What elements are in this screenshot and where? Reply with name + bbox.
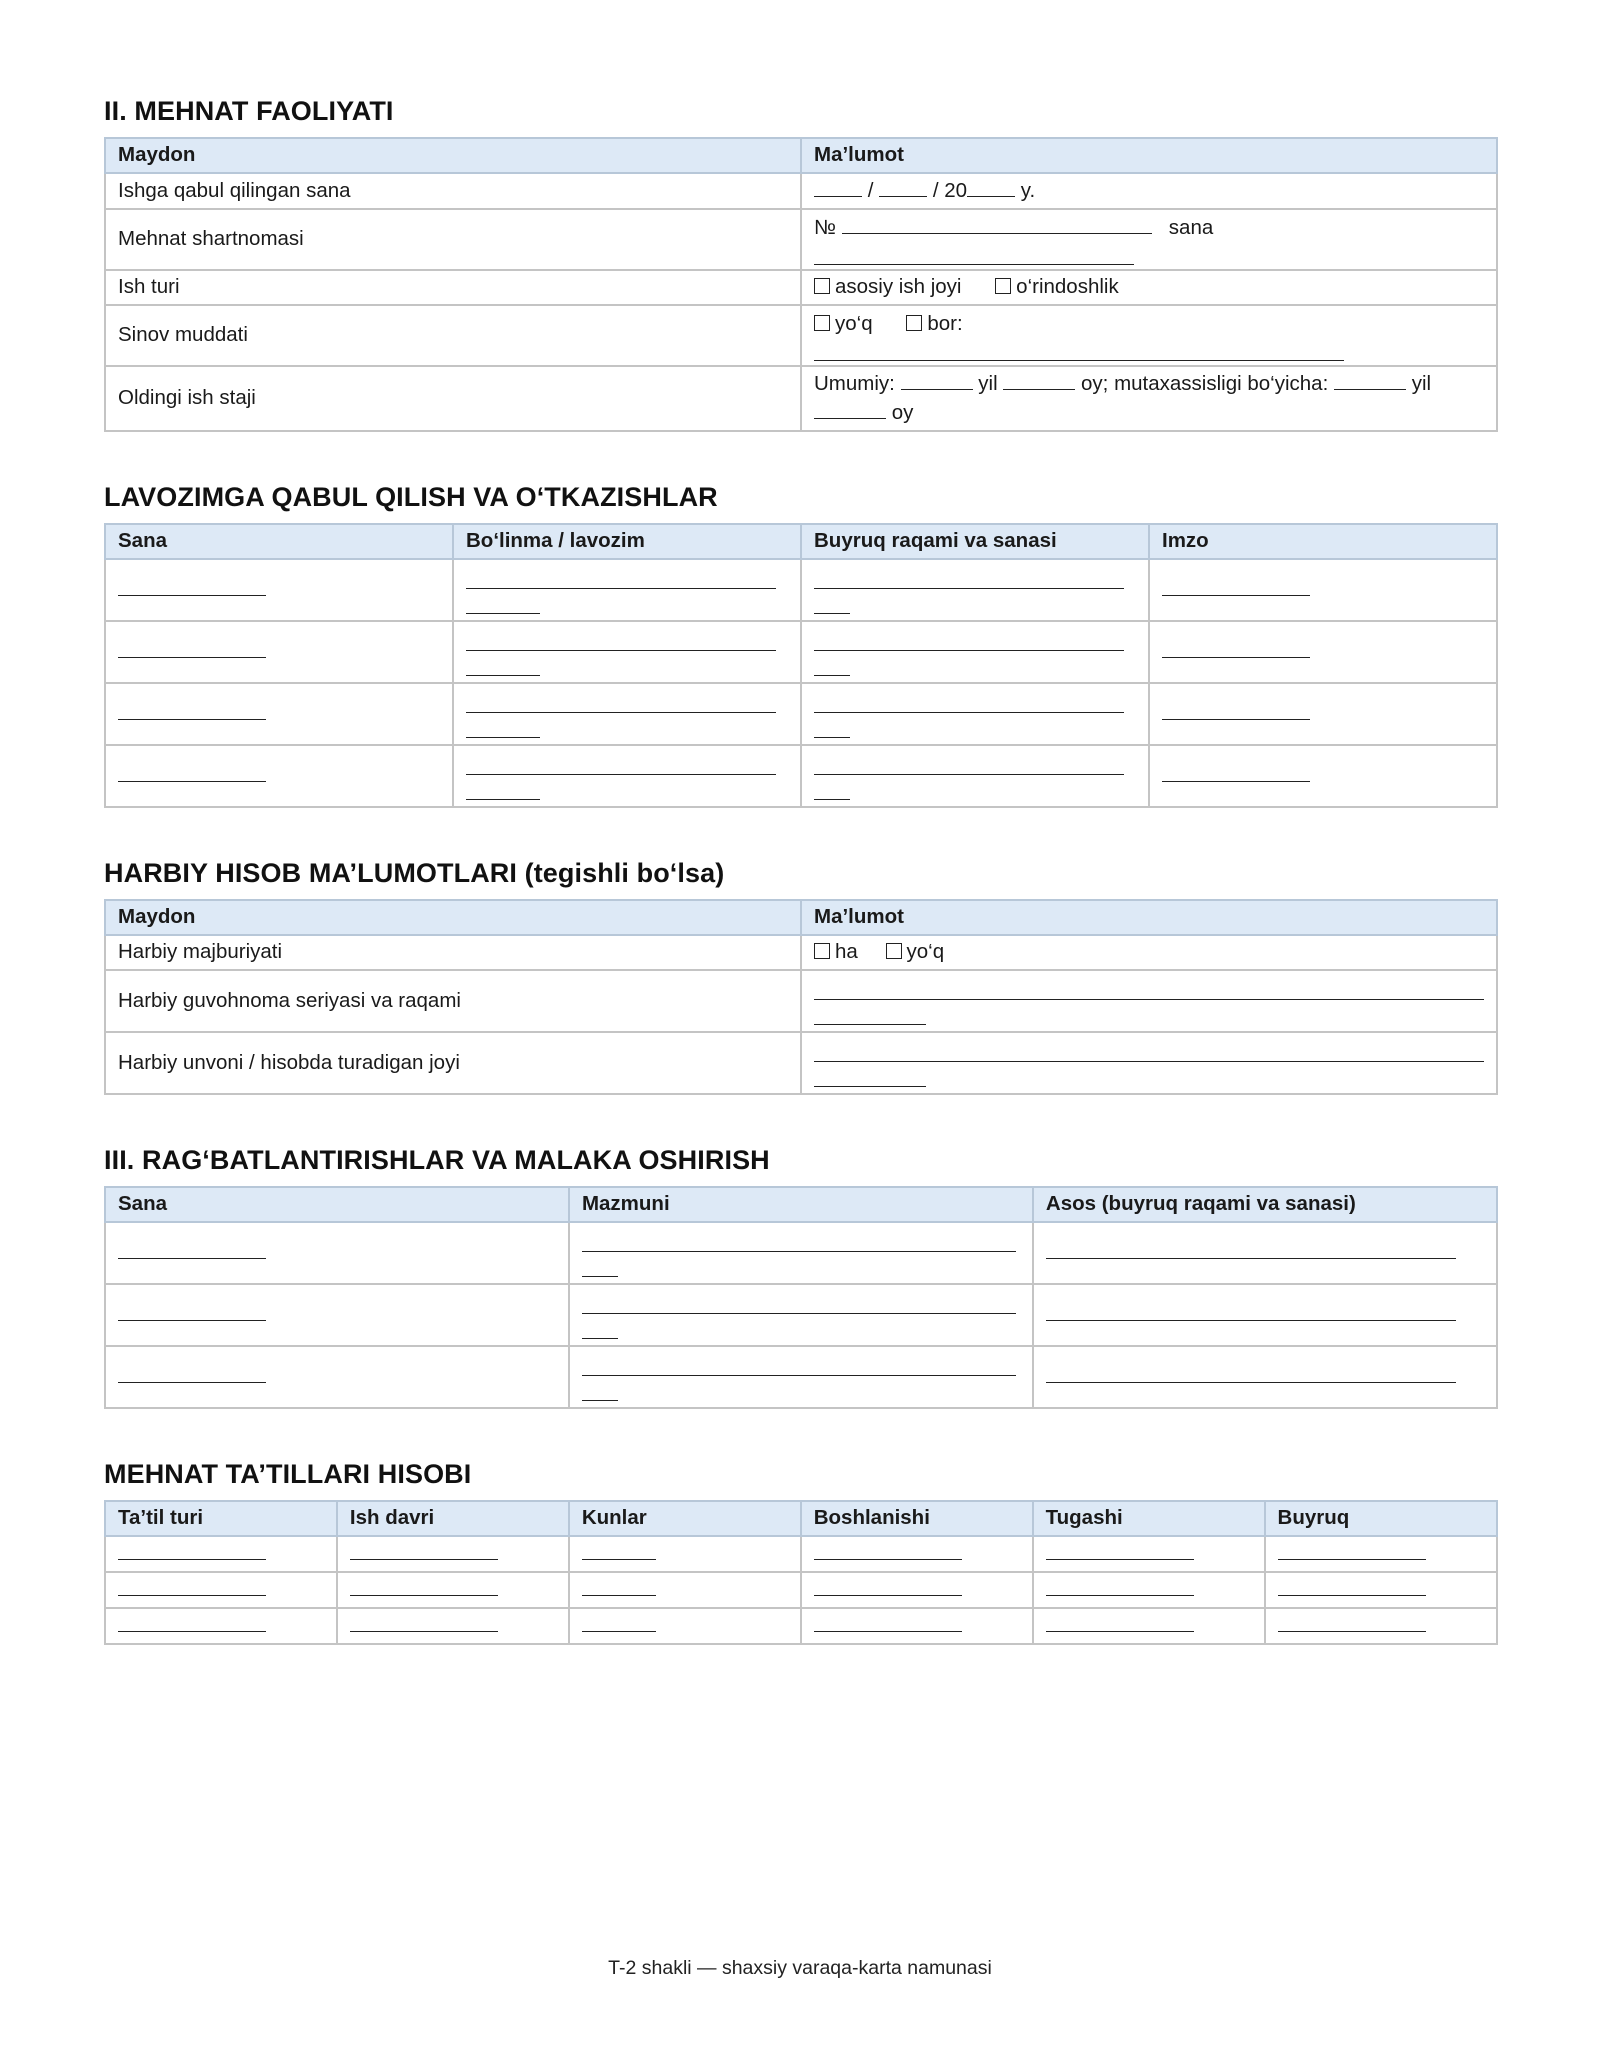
- order-cell[interactable]: [801, 621, 1149, 683]
- date-cell[interactable]: [105, 683, 453, 745]
- col-header-order: Buyruq: [1265, 1501, 1497, 1536]
- table-row: [105, 1572, 1497, 1608]
- page-footer: T-2 shakli — shaxsiy varaqa-karta namunasi: [608, 1957, 992, 1979]
- order-cell[interactable]: [1265, 1572, 1497, 1608]
- specialty-years-blank[interactable]: [1334, 369, 1406, 390]
- col-header-days: Kunlar: [569, 1501, 801, 1536]
- date-cell[interactable]: [105, 559, 453, 621]
- appointments-table: [104, 523, 1498, 808]
- order-cell[interactable]: [1265, 1536, 1497, 1572]
- day-blank[interactable]: [814, 176, 862, 197]
- appointments-title: LAVOZIMGA QABUL QILISH VA O‘TKAZISHLAR: [104, 482, 718, 512]
- has-probation-option[interactable]: bor:: [906, 310, 962, 338]
- checkbox-icon[interactable]: [814, 315, 830, 331]
- work-period-cell[interactable]: [337, 1536, 569, 1572]
- work-period-cell[interactable]: [337, 1572, 569, 1608]
- end-cell[interactable]: [1033, 1536, 1265, 1572]
- checkbox-icon[interactable]: [814, 943, 830, 959]
- employment-section: [104, 96, 1498, 432]
- checkbox-icon[interactable]: [906, 315, 922, 331]
- signature-cell[interactable]: [1149, 745, 1497, 807]
- col-header-field: Maydon: [105, 138, 801, 173]
- table-row: [105, 366, 1497, 431]
- col-header-vacation-type: Ta’til turi: [105, 1501, 337, 1536]
- position-cell[interactable]: [453, 745, 801, 807]
- table-row: [105, 1608, 1497, 1644]
- table-row: [105, 621, 1497, 683]
- table-row: [105, 1346, 1497, 1408]
- duty-label: Harbiy majburiyati: [105, 935, 801, 970]
- rewards-table: [104, 1186, 1498, 1409]
- order-cell[interactable]: [801, 683, 1149, 745]
- contract-date-blank[interactable]: [814, 242, 1134, 265]
- hire-date-label: Ishga qabul qilingan sana: [105, 173, 801, 209]
- order-cell[interactable]: [801, 559, 1149, 621]
- specialty-months-blank[interactable]: [814, 398, 886, 419]
- year-suffix: y.: [1020, 179, 1036, 202]
- checkbox-icon[interactable]: [995, 278, 1011, 294]
- date-separator: /: [867, 179, 874, 202]
- total-months-blank[interactable]: [1003, 369, 1075, 390]
- military-rank-label: Harbiy unvoni / hisobda turadigan joyi: [105, 1032, 801, 1094]
- table-row: [105, 1032, 1497, 1094]
- military-id-label: Harbiy guvohnoma seriyasi va raqami: [105, 970, 801, 1032]
- table-row: [105, 1536, 1497, 1572]
- form-page: [104, 96, 1498, 1695]
- col-header-field: Maydon: [105, 900, 801, 935]
- rewards-title: III. RAG‘BATLANTIRISHLAR VA MALAKA OSHIRISH: [104, 1145, 770, 1175]
- year-blank[interactable]: [967, 176, 1015, 197]
- month-blank[interactable]: [879, 176, 927, 197]
- table-row: [105, 1222, 1497, 1284]
- table-row: [105, 970, 1497, 1032]
- order-cell[interactable]: [801, 745, 1149, 807]
- table-row: [105, 209, 1497, 270]
- vacation-type-cell[interactable]: [105, 1536, 337, 1572]
- table-row: [105, 305, 1497, 366]
- duty-options: [801, 935, 1497, 970]
- no-probation-option[interactable]: yo‘q: [814, 310, 873, 338]
- table-row: [105, 745, 1497, 807]
- col-header-content: Mazmuni: [569, 1187, 1033, 1222]
- duty-yes-option[interactable]: ha: [814, 938, 858, 966]
- order-cell[interactable]: [1265, 1608, 1497, 1644]
- position-cell[interactable]: [453, 683, 801, 745]
- col-header-order: Buyruq raqami va sanasi: [801, 524, 1149, 559]
- start-cell[interactable]: [801, 1572, 1033, 1608]
- col-header-date: Sana: [105, 1187, 569, 1222]
- table-row: [105, 935, 1497, 970]
- duty-no-option[interactable]: yo‘q: [886, 938, 945, 966]
- work-period-cell[interactable]: [337, 1608, 569, 1644]
- table-row: [105, 683, 1497, 745]
- probation-blank[interactable]: [814, 338, 1344, 361]
- main-job-option[interactable]: asosiy ish joyi: [814, 273, 961, 301]
- vacations-title: MEHNAT TA’TILLARI HISOBI: [104, 1459, 472, 1489]
- checkbox-icon[interactable]: [814, 278, 830, 294]
- table-row: [105, 173, 1497, 209]
- col-header-basis: Asos (buyruq raqami va sanasi): [1033, 1187, 1497, 1222]
- col-header-signature: Imzo: [1149, 524, 1497, 559]
- employment-table: [104, 137, 1498, 432]
- table-row: [105, 270, 1497, 305]
- position-cell[interactable]: [453, 621, 801, 683]
- vacation-type-cell[interactable]: [105, 1608, 337, 1644]
- col-header-start: Boshlanishi: [801, 1501, 1033, 1536]
- total-years-blank[interactable]: [901, 369, 973, 390]
- date-cell[interactable]: [105, 1222, 569, 1284]
- employment-title: II. MEHNAT FAOLIYATI: [104, 96, 394, 126]
- signature-cell[interactable]: [1149, 683, 1497, 745]
- probation-label: Sinov muddati: [105, 305, 801, 366]
- start-cell[interactable]: [801, 1536, 1033, 1572]
- content-cell[interactable]: [569, 1222, 1033, 1284]
- date-label: sana: [1168, 216, 1214, 239]
- days-cell[interactable]: [569, 1536, 801, 1572]
- vacations-table: [104, 1500, 1498, 1645]
- contract-number-blank[interactable]: [842, 213, 1152, 234]
- military-section: [104, 858, 1498, 1095]
- appointments-section: [104, 482, 1498, 808]
- experience-label: Oldingi ish staji: [105, 366, 801, 431]
- checkbox-icon[interactable]: [886, 943, 902, 959]
- col-header-work-period: Ish davri: [337, 1501, 569, 1536]
- col-header-date: Sana: [105, 524, 453, 559]
- col-header-position: Bo‘linma / lavozim: [453, 524, 801, 559]
- contract-label: Mehnat shartnomasi: [105, 209, 801, 270]
- start-cell[interactable]: [801, 1608, 1033, 1644]
- work-type-label: Ish turi: [105, 270, 801, 305]
- military-title: HARBIY HISOB MA’LUMOTLARI (tegishli bo‘lsa): [104, 858, 725, 888]
- content-cell[interactable]: [569, 1284, 1033, 1346]
- military-id-field[interactable]: [801, 970, 1497, 1032]
- contract-field[interactable]: [801, 209, 1497, 270]
- work-type-options: [801, 270, 1497, 305]
- col-header-info: Ma’lumot: [801, 900, 1497, 935]
- table-row: [105, 1284, 1497, 1346]
- vacation-type-cell[interactable]: [105, 1572, 337, 1608]
- basis-cell[interactable]: [1033, 1284, 1497, 1346]
- days-cell[interactable]: [569, 1572, 801, 1608]
- table-row: [105, 559, 1497, 621]
- basis-cell[interactable]: [1033, 1222, 1497, 1284]
- basis-cell[interactable]: [1033, 1346, 1497, 1408]
- probation-options: [801, 305, 1497, 366]
- vacations-section: [104, 1459, 1498, 1645]
- col-header-info: Ma’lumot: [801, 138, 1497, 173]
- military-table: [104, 899, 1498, 1095]
- date-cell[interactable]: [105, 745, 453, 807]
- signature-cell[interactable]: [1149, 559, 1497, 621]
- signature-cell[interactable]: [1149, 621, 1497, 683]
- content-cell[interactable]: [569, 1346, 1033, 1408]
- end-cell[interactable]: [1033, 1608, 1265, 1644]
- end-cell[interactable]: [1033, 1572, 1265, 1608]
- date-cell[interactable]: [105, 1284, 569, 1346]
- position-cell[interactable]: [453, 559, 801, 621]
- year-prefix: / 20: [932, 179, 968, 202]
- experience-field[interactable]: Umumiy: yil oy; mutaxassisligi bo‘yicha: yil oy: [801, 366, 1497, 431]
- hire-date-field[interactable]: [801, 173, 1497, 209]
- rewards-section: [104, 1145, 1498, 1409]
- part-time-option[interactable]: o‘rindoshlik: [995, 273, 1119, 301]
- days-cell[interactable]: [569, 1608, 801, 1644]
- number-sign: №: [814, 216, 836, 239]
- date-cell[interactable]: [105, 621, 453, 683]
- col-header-end: Tugashi: [1033, 1501, 1265, 1536]
- date-cell[interactable]: [105, 1346, 569, 1408]
- military-rank-field[interactable]: [801, 1032, 1497, 1094]
